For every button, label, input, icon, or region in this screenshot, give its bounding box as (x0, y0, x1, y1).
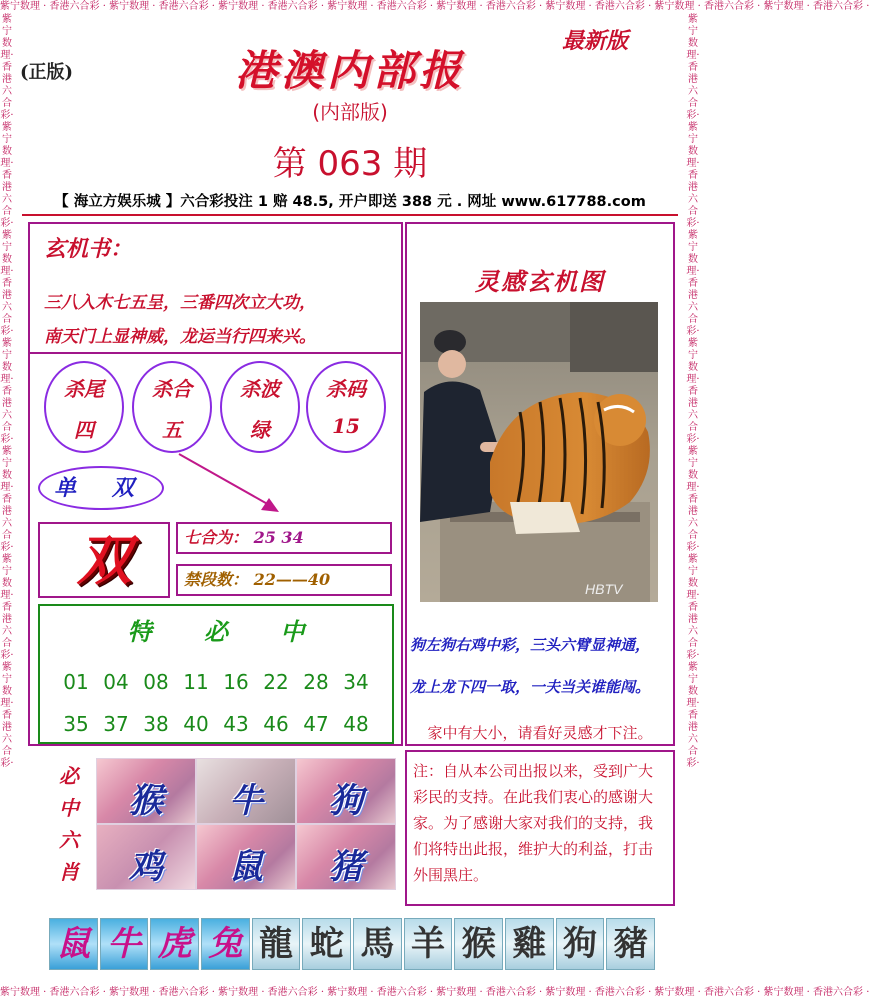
ad-line[interactable]: 【 海立方娱乐城 】六合彩投注 1 赔 48.5, 开户即送 388 元 . 网址 www.617788.com (54, 194, 646, 210)
number: 38 (143, 712, 169, 736)
zodiac-char: 猴 (129, 781, 163, 821)
number: 04 (103, 670, 129, 694)
page-subtitle: (内部版) (312, 100, 388, 124)
issue-number: 第 063 期 (272, 144, 428, 184)
bz-char: 六 (59, 828, 79, 852)
zodiac-char: 鸡 (129, 847, 163, 887)
zodiac-strip-cell: 羊 (404, 918, 453, 970)
bi-char: 必 (204, 617, 228, 646)
border-right: 紫宁数理·香港六合彩·紫宁数理·香港六合彩·紫宁数理·香港六合彩·紫宁数理·香港六合彩·紫宁数理·香港六合彩·紫宁数理·香港六合彩·紫宁数理·香港六合彩· (686, 14, 700, 769)
number: 08 (143, 670, 169, 694)
number: 34 (343, 670, 369, 694)
te-bi-zhong-title (38, 612, 394, 647)
te-char: 特 (127, 617, 152, 646)
number: 40 (183, 712, 209, 736)
kill-range-value: 22——40 (253, 570, 331, 589)
sha-tail-oval (44, 361, 124, 453)
border-top: 紫宁数理 · 香港六合彩 · 紫宁数理 · 香港六合彩 · 紫宁数理 · 香港六合彩 · 紫宁数理 · 香港六合彩 · 紫宁数理 · 香港六合彩 · 紫宁数理 · 香港六合彩 · 紫宁数理 · 香港六合彩 · 紫宁数理 · 香港六合彩 · (0, 1, 869, 12)
zodiac-char: 猪 (329, 847, 363, 887)
sha-value: 15 (332, 414, 360, 438)
zodiac-cell (296, 824, 396, 890)
zodiac-cell (196, 758, 296, 824)
kill-range-box (176, 564, 392, 596)
big-char: 双 (77, 528, 131, 592)
tiger-photo (420, 302, 658, 602)
zodiac-strip-cell: 狗 (556, 918, 605, 970)
zodiac-strip-cell: 龍 (252, 918, 301, 970)
warning-text: 家中有大小，请看好灵感才下注。 (427, 724, 653, 742)
divider (30, 352, 401, 354)
qihe-value: 25 34 (253, 528, 304, 547)
divider-red (22, 214, 678, 216)
bz-char: 肖 (59, 860, 79, 884)
sha-value: 四 (74, 418, 94, 442)
zodiac-strip-cell: 兔 (201, 918, 250, 970)
sha-label: 杀尾 (64, 377, 104, 401)
bi-zhong-liu-xiao-label (52, 760, 86, 888)
zhong-char: 中 (280, 617, 305, 646)
zodiac-char: 鼠 (229, 847, 263, 887)
number: 22 (263, 670, 289, 694)
verse-line-2: 龙上龙下四一取，一夫当关谁能闯。 (410, 678, 651, 696)
number: 16 (223, 670, 249, 694)
number: 43 (223, 712, 249, 736)
number: 37 (103, 712, 129, 736)
sha-bo-oval (220, 361, 300, 453)
latest-label: 最新版 (561, 28, 628, 54)
photo-watermark: HBTV (585, 581, 623, 597)
number: 47 (303, 712, 329, 736)
big-char-box (38, 522, 170, 598)
xuanji-title: 玄机书： (44, 236, 133, 262)
zodiac-char: 狗 (329, 781, 363, 821)
zodiac-strip-cell: 牛 (100, 918, 149, 970)
number: 28 (303, 670, 329, 694)
danshuang-oval: 单 双 (38, 466, 164, 510)
zodiac-cell (96, 758, 196, 824)
zodiac-strip (48, 918, 656, 970)
zodiac-strip-cell: 鼠 (49, 918, 98, 970)
bz-char: 必 (59, 764, 79, 788)
qihe-box (176, 522, 392, 554)
border-left: 紫宁数理·香港六合彩·紫宁数理·香港六合彩·紫宁数理·香港六合彩·紫宁数理·香港六合彩·紫宁数理·香港六合彩·紫宁数理·香港六合彩·紫宁数理·香港六合彩· (0, 14, 14, 769)
sha-value: 绿 (250, 418, 270, 442)
xuanji-line-2: 南天门上显神威，龙运当行四来兴。 (44, 327, 316, 347)
zodiac-six-grid (96, 758, 396, 890)
sha-label: 杀合 (152, 377, 192, 401)
inspiration-title: 灵感玄机图 (475, 267, 605, 296)
sha-ma-oval (306, 361, 386, 453)
zodiac-strip-cell: 馬 (353, 918, 402, 970)
number: 11 (183, 670, 209, 694)
border-bottom: 紫宁数理 · 香港六合彩 · 紫宁数理 · 香港六合彩 · 紫宁数理 · 香港六合彩 · 紫宁数理 · 香港六合彩 · 紫宁数理 · 香港六合彩 · 紫宁数理 · 香港六合彩 · 紫宁数理 · 香港六合彩 · 紫宁数理 · 香港六合彩 · (0, 987, 869, 998)
verse-line-1: 狗左狗右鸡中彩，三头六臂显神通， (410, 636, 651, 654)
number: 35 (63, 712, 89, 736)
zodiac-strip-cell: 蛇 (302, 918, 351, 970)
sha-label: 杀码 (326, 377, 366, 401)
zodiac-cell (296, 758, 396, 824)
sha-he-oval (132, 361, 212, 453)
number: 46 (263, 712, 289, 736)
note-text: 注：自从本公司出报以来，受到广大彩民的支持。在此我们衷心的感谢大家。为了感谢大家对我们的支持，我们将特出此报，维护大的利益，打击外围黑庄。 (413, 762, 654, 884)
zodiac-strip-cell: 猴 (454, 918, 503, 970)
sha-value: 五 (162, 418, 182, 442)
zodiac-cell (196, 824, 296, 890)
note-box (405, 750, 675, 906)
arrow-icon (175, 448, 285, 518)
edition-label: (正版) (20, 62, 74, 83)
zodiac-cell (96, 824, 196, 890)
qihe-label: 七合为： (184, 528, 249, 547)
number: 01 (63, 670, 89, 694)
sha-label: 杀波 (240, 377, 280, 401)
bz-char: 中 (59, 796, 79, 820)
page-title: 港澳内部报 (234, 46, 465, 95)
kill-range-label: 禁段数： (184, 570, 249, 589)
zodiac-strip-cell: 雞 (505, 918, 554, 970)
zodiac-char: 牛 (229, 781, 263, 821)
zodiac-strip-cell: 虎 (150, 918, 199, 970)
xuanji-line-1: 三八入木七五呈，三番四次立大功， (44, 293, 316, 313)
number: 48 (343, 712, 369, 736)
numbers-row-1 (38, 670, 394, 694)
zodiac-strip-cell: 豬 (606, 918, 655, 970)
numbers-row-2 (38, 712, 394, 736)
